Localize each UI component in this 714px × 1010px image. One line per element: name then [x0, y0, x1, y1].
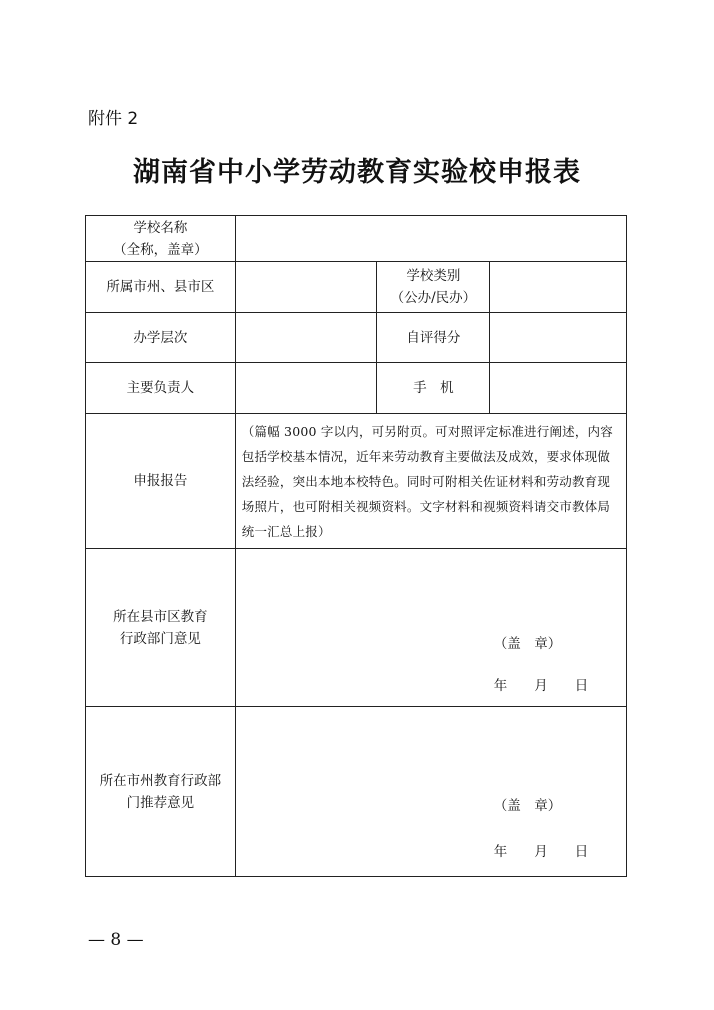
school-name-field[interactable]: [235, 216, 626, 262]
page-title: 湖南省中小学劳动教育实验校申报表: [133, 157, 581, 188]
principal-label: 主要负责人: [86, 363, 236, 414]
county-opinion-label: 所在县市区教育行政部门意见: [86, 549, 236, 707]
application-form: [85, 215, 627, 877]
county-opinion-field[interactable]: [235, 549, 626, 707]
principal-field[interactable]: [235, 363, 377, 414]
seal-text: （盖 章）: [493, 798, 562, 814]
city-opinion-label: 所在市州教育行政部门推荐意见: [86, 707, 236, 877]
self-score-field[interactable]: [490, 313, 627, 363]
page-number: — 8 —: [88, 930, 144, 950]
school-type-field[interactable]: [490, 262, 627, 313]
region-label: 所属市州、县市区: [86, 262, 236, 313]
date-text: 年 月 日: [493, 678, 589, 694]
seal-text: （盖 章）: [493, 636, 562, 652]
phone-label: 手 机: [377, 363, 490, 414]
report-label: 申报报告: [86, 414, 236, 549]
city-opinion-field[interactable]: [235, 707, 626, 877]
level-label: 办学层次: [86, 313, 236, 363]
school-name-label: 学校名称 （全称，盖章）: [86, 216, 236, 262]
self-score-label: 自评得分: [377, 313, 490, 363]
school-type-label: 学校类别 （公办/民办）: [377, 262, 490, 313]
attachment-label: 附件 2: [88, 109, 139, 129]
report-instructions[interactable]: （篇幅 3000 字以内，可另附页。可对照评定标准进行阐述，内容包括学校基本情况，近年来劳动教育主要做法及成效，要求体现做法经验，突出本地本校特色。同时可附相关佐证材料和劳动教育现场照片，也可附相关视频资料。文字材料和视频资料请交市教体局统一汇总上报）: [235, 414, 626, 549]
region-field[interactable]: [235, 262, 377, 313]
phone-field[interactable]: [490, 363, 627, 414]
level-field[interactable]: [235, 313, 377, 363]
date-text: 年 月 日: [493, 844, 589, 860]
